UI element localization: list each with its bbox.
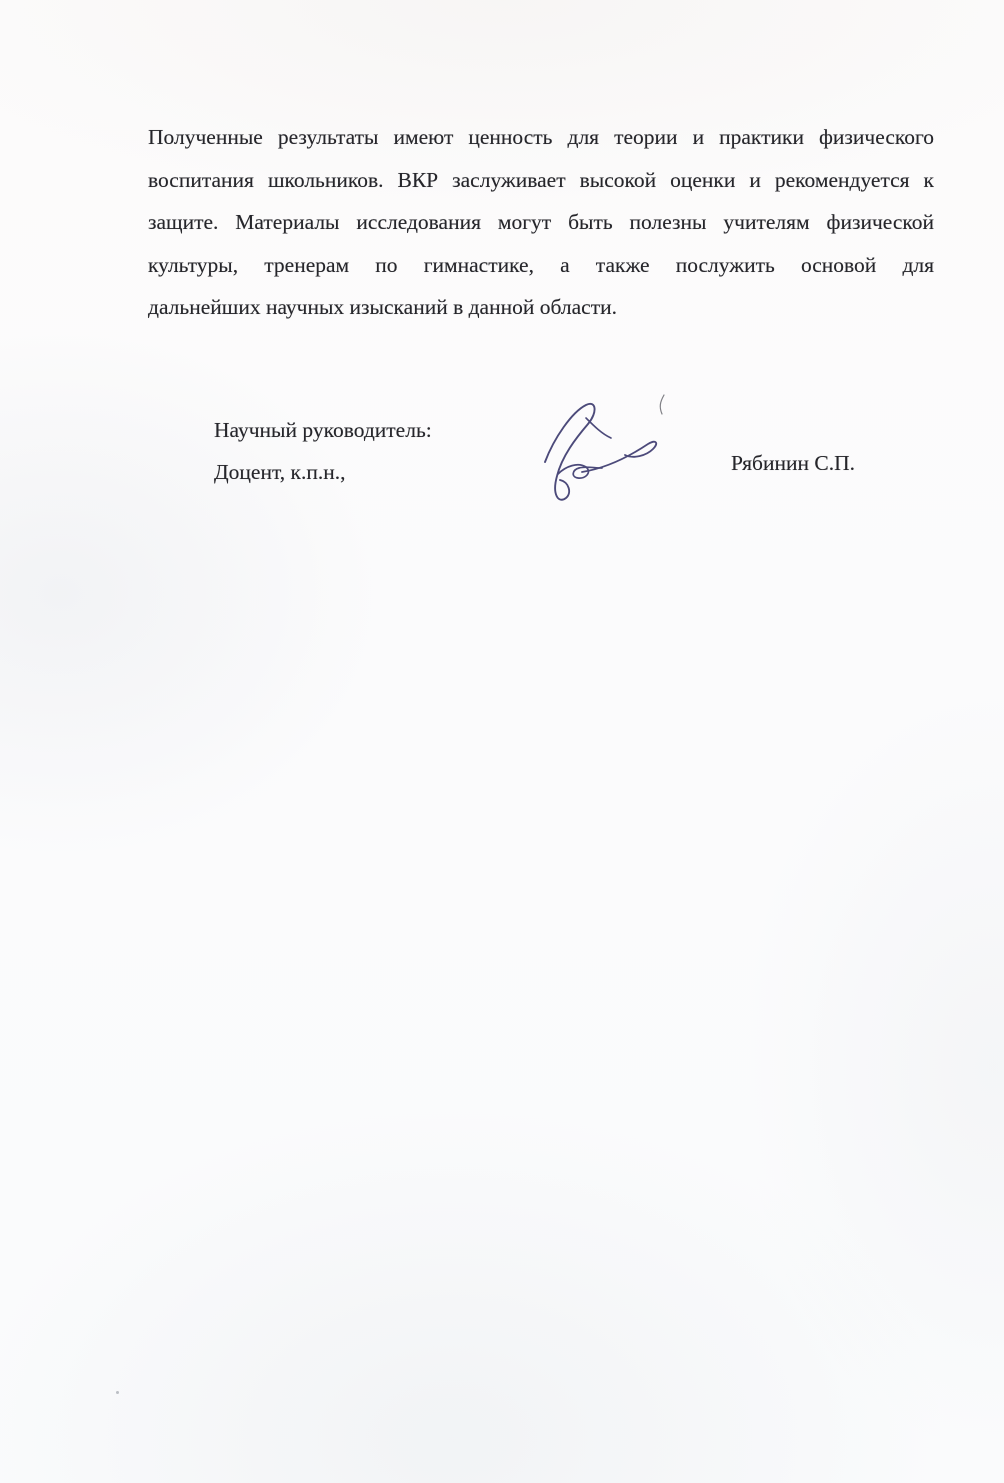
supervisor-label: Научный руководитель: [214, 418, 432, 442]
signature-ink [512, 388, 677, 510]
paragraph-line: воспитания школьников. ВКР заслуживает высокой оценки и рекомендуется к [148, 167, 934, 192]
degree-label: Доцент, к.п.н., [214, 460, 346, 484]
paragraph-line: защите. Материалы исследования могут быть полезны учителям физической [148, 210, 934, 234]
paragraph-line: Полученные результаты имеют ценность для теории и практики физического [148, 125, 934, 149]
signer-name: Рябинин С.П. [731, 451, 855, 475]
paragraph-line: культуры, тренерам по гимнастике, а также послужить основой для [148, 252, 934, 277]
review-paragraph [148, 116, 934, 329]
paragraph-line: дальнейших научных изысканий в данной области. [148, 295, 617, 319]
scan-speck [116, 1391, 119, 1394]
stray-ink-mark [654, 393, 668, 417]
